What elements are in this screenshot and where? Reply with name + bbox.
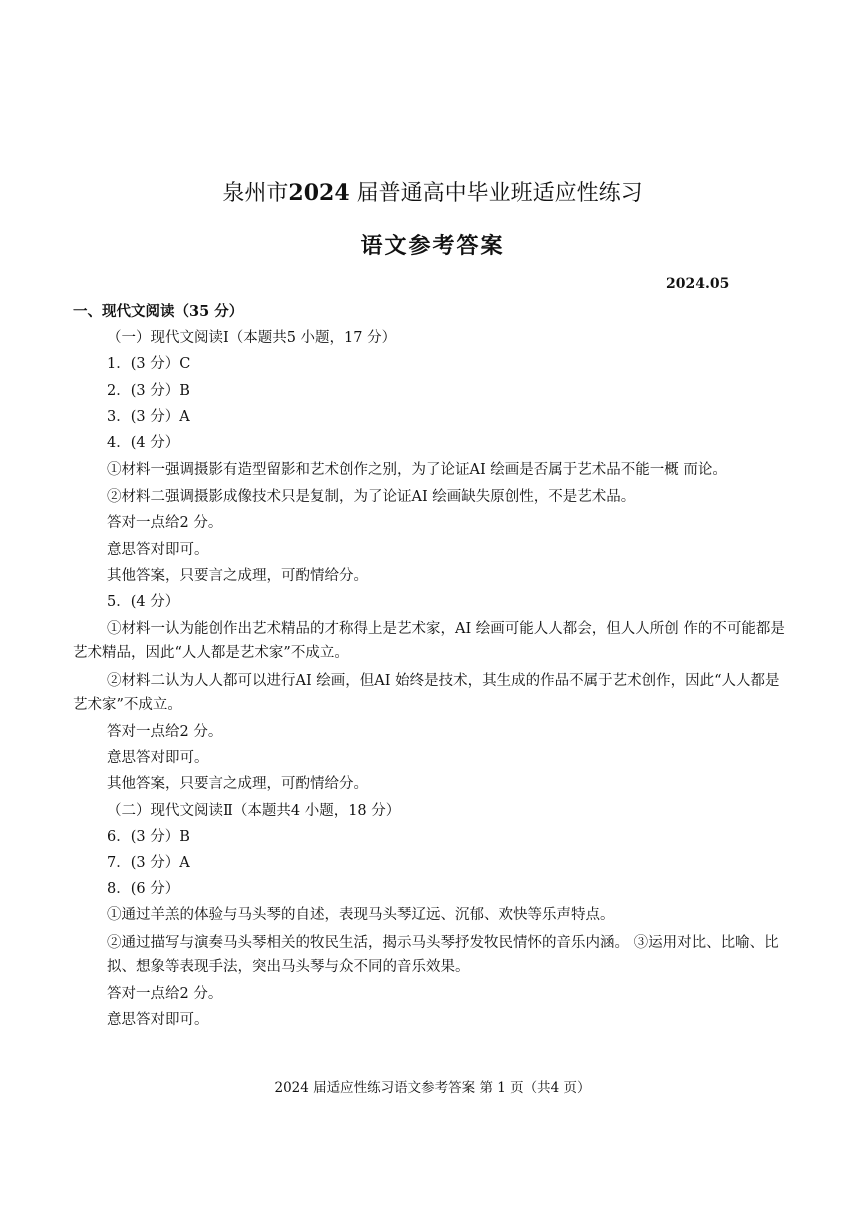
section-heading: 一、现代文阅读（35 分） xyxy=(73,303,244,320)
title-year: 2024 xyxy=(288,180,350,206)
grading-note: 答对一点给2 分。 xyxy=(107,515,223,532)
grading-note: 答对一点给2 分。 xyxy=(107,724,223,741)
document-subtitle: 语文参考答案 xyxy=(360,233,505,259)
answer-item: 4．(4 分） xyxy=(107,434,180,451)
document-title xyxy=(0,178,865,209)
title-prefix: 泉州市 xyxy=(222,181,289,206)
page-footer: 2024 届适应性练习语文参考答案 第 1 页（共4 页） xyxy=(274,1080,591,1096)
subsection-heading: （二）现代文阅读Ⅱ（本题共4 小题，18 分） xyxy=(107,802,401,819)
answer-item: 6．(3 分）B xyxy=(107,828,190,845)
grading-note: 意思答对即可。 xyxy=(107,1011,209,1028)
answer-item: 3．(3 分）A xyxy=(107,408,190,425)
grading-note: 答对一点给2 分。 xyxy=(107,985,223,1002)
answer-item: 8．(6 分） xyxy=(107,881,180,898)
document-date: 2024.05 xyxy=(666,276,730,292)
answer-point: ①材料一认为能创作出艺术精品的才称得上是艺术家，AI 绘画可能人人都会，但人人所创 作的不可能都是艺术精品，因此“人人都是艺术家”不成立。 xyxy=(73,621,785,662)
grading-note: 其他答案，只要言之成理，可酌情给分。 xyxy=(107,567,368,584)
answer-item: 7．(3 分）A xyxy=(107,855,190,871)
answer-point: ②材料二强调摄影成像技术只是复制，为了论证AI 绘画缺失原创性，不是艺术品。 xyxy=(107,489,636,506)
grading-note: 意思答对即可。 xyxy=(107,541,209,558)
answer-item: 1．(3 分）C xyxy=(107,356,191,373)
grading-note: 意思答对即可。 xyxy=(107,750,209,767)
answer-point: ①通过羊羔的体验与马头琴的自述，表现马头琴辽远、沉郁、欢快等乐声特点。 xyxy=(107,907,615,924)
subsection-heading: （一）现代文阅读Ⅰ（本题共5 小题，17 分） xyxy=(107,330,397,347)
title-suffix: 届普通高中毕业班适应性练习 xyxy=(349,181,643,206)
answer-point: ②材料二认为人人都可以进行AI 绘画，但AI 始终是技术，其生成的作品不属于艺术创作，因此“人人都是艺术家”不成立。 xyxy=(73,673,780,714)
answer-item: 2．(3 分）B xyxy=(107,382,190,399)
answer-point: ①材料一强调摄影有造型留影和艺术创作之别，为了论证AI 绘画是否属于艺术品不能一概 而论。 xyxy=(107,462,727,479)
grading-note: 其他答案，只要言之成理，可酌情给分。 xyxy=(107,776,368,793)
answer-body xyxy=(73,299,793,1033)
answer-item: 5．(4 分） xyxy=(107,593,180,610)
answer-point: ②通过描写与演奏马头琴相关的牧民生活，揭示马头琴抒发牧民情怀的音乐内涵。 ③运用对比、比喻、比拟、想象等表现手法，突出马头琴与众不同的音乐效果。 xyxy=(107,934,779,975)
